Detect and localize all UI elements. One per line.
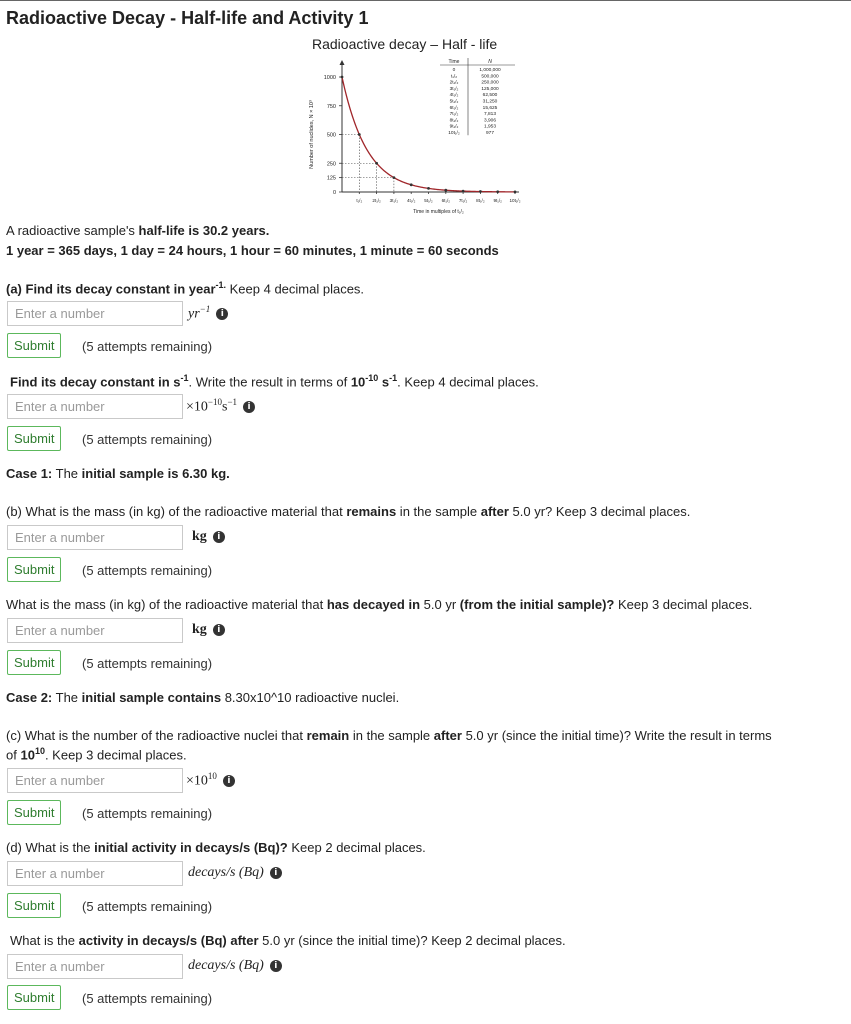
chart-table: [440, 58, 515, 136]
table-cell-time: 5t₁/₂: [449, 99, 459, 105]
attempts-b: (5 attempts remaining): [82, 563, 213, 578]
info-icon[interactable]: i: [270, 960, 282, 972]
submit-c-button[interactable]: Submit: [7, 800, 61, 825]
submit-d2-button[interactable]: Submit: [7, 985, 61, 1010]
info-icon[interactable]: i: [223, 775, 235, 787]
x-tick-label: 6t₁/₂: [441, 198, 451, 203]
table-cell-n: 7,813: [483, 112, 497, 118]
x-tick-label: 3t₁/₂: [389, 198, 399, 203]
table-cell-n: 3,906: [483, 118, 497, 124]
case-1: Case 1: The initial sample is 6.30 kg.: [6, 466, 230, 481]
y-tick-label: 0: [332, 190, 336, 196]
unit-d: decays/s (Bq) i: [188, 865, 282, 881]
table-cell-time: 6t₁/₂: [449, 105, 459, 111]
y-axis-label: Number of nuclides, N × 10³: [309, 100, 315, 169]
table-header-time: Time: [448, 59, 460, 65]
table-cell-n: 31,250: [482, 99, 498, 105]
table-cell-time: 2t₁/₂: [449, 80, 459, 86]
info-icon[interactable]: i: [216, 308, 228, 320]
data-point: [375, 162, 378, 165]
table-cell-time: 7t₁/₂: [449, 112, 459, 118]
data-point: [427, 187, 430, 190]
case-2: Case 2: The initial sample contains 8.30x10^10 radioactive nuclei.: [6, 690, 400, 705]
chart-title: Radioactive decay – Half - life: [312, 36, 498, 52]
submit-d-button[interactable]: Submit: [7, 893, 61, 918]
top-divider: [0, 0, 851, 1]
x-tick-label: 7t₁/₂: [458, 198, 468, 203]
info-icon[interactable]: i: [213, 624, 225, 636]
unit-b: kg i: [192, 529, 225, 545]
x-tick-label: 10t₁/₂: [509, 198, 521, 203]
question-a: (a) Find its decay constant in year$^{-1.}$ Keep 4 decimal places.: [6, 280, 365, 297]
x-tick-label: 9t₁/₂: [493, 198, 502, 203]
intro-units: 1 year = 365 days, 1 day = 24 hours, 1 hour = 60 minutes, 1 minute = 60 seconds: [6, 243, 499, 258]
page-title: Radioactive Decay - Half-life and Activity 1: [6, 8, 369, 28]
answer-d2-input[interactable]: [7, 954, 183, 979]
table-cell-time: 0: [452, 68, 456, 73]
info-icon[interactable]: i: [213, 531, 225, 543]
table-cell-time: 9t₁/₂: [449, 124, 459, 130]
submit-b2-button[interactable]: Submit: [7, 650, 61, 675]
attempts-a2: (5 attempts remaining): [82, 432, 213, 447]
table-cell-n: 125,000: [481, 86, 499, 92]
submit-a-button[interactable]: Submit: [7, 333, 61, 358]
attempts-c: (5 attempts remaining): [82, 806, 213, 821]
question-d: (d) What is the initial activity in decays/s (Bq)? Keep 2 decimal places.: [6, 840, 426, 855]
attempts-d2: (5 attempts remaining): [82, 991, 213, 1006]
table-cell-time: 8t₁/₂: [449, 118, 459, 124]
info-icon[interactable]: i: [270, 867, 282, 879]
x-axis-label: Time in multiples of t₁/₂: [413, 209, 464, 215]
data-point: [358, 133, 361, 136]
table-header-n: N: [488, 59, 492, 65]
attempts-a: (5 attempts remaining): [82, 339, 213, 354]
unit-c: $\times 10^{10}i$: [186, 771, 235, 790]
info-icon[interactable]: i: [243, 401, 255, 413]
x-tick-label: 4t₁/₂: [406, 198, 416, 203]
y-tick-label: 1000: [323, 75, 336, 81]
submit-b-button[interactable]: Submit: [7, 557, 61, 582]
unit-a: $yr^{-1}i$: [188, 304, 228, 323]
x-tick-label: 5t₁/₂: [424, 198, 433, 203]
table-cell-n: 15,625: [482, 105, 498, 111]
table-cell-time: 10t₁/₂: [448, 131, 460, 136]
unit-a2: $\times 10^{-10}s^{-1}i$: [186, 397, 255, 416]
table-cell-n: 62,500: [482, 93, 498, 99]
data-point: [393, 176, 396, 179]
question-d2: What is the activity in decays/s (Bq) after 5.0 yr (since the initial time)? Keep 2 decimal places.: [10, 933, 566, 948]
y-axis-arrow: [340, 60, 345, 65]
decay-chart: [300, 55, 540, 220]
y-tick-label: 250: [326, 161, 336, 168]
table-cell-n: 500,000: [481, 74, 499, 80]
table-cell-n: 1,953: [483, 124, 497, 130]
table-cell-n: 250,000: [481, 80, 499, 86]
attempts-b2: (5 attempts remaining): [82, 656, 213, 671]
question-a2: Find its decay constant in $s^{-1}$. Write the result in terms of $10^{-10}$ $s^{-1}$. Keep 4 decimal places.: [10, 373, 539, 390]
y-tick-label: 750: [326, 103, 336, 110]
answer-a-input[interactable]: [7, 301, 183, 326]
data-point: [444, 189, 447, 192]
table-cell-n: 1,000,000: [479, 68, 501, 73]
question-c-line2: of $10^{10}$. Keep 3 decimal places.: [6, 746, 187, 763]
answer-b-input[interactable]: [7, 525, 183, 550]
table-cell-time: t₁/₂: [450, 74, 458, 80]
question-b2: What is the mass (in kg) of the radioactive material that has decayed in 5.0 yr (from the initial sample)? Keep 3 decimal places.: [6, 597, 753, 612]
answer-d-input[interactable]: [7, 861, 183, 886]
intro-halflife: A radioactive sample's half-life is 30.2 years.: [6, 223, 270, 238]
x-tick-label: t₁/₂: [356, 198, 363, 203]
question-c: (c) What is the number of the radioactive nuclei that remain in the sample after 5.0 yr (since the initial time)? Write the result in terms: [6, 728, 772, 743]
table-cell-time: 3t₁/₂: [449, 86, 459, 92]
question-b: (b) What is the mass (in kg) of the radioactive material that remains in the sample after 5.0 yr? Keep 3 decimal places.: [6, 504, 691, 519]
table-cell-time: 4t₁/₂: [449, 93, 459, 99]
submit-a2-button[interactable]: Submit: [7, 426, 61, 451]
x-tick-label: 2t₁/₂: [372, 198, 381, 203]
chart-gridlines: [342, 135, 394, 193]
answer-c-input[interactable]: [7, 768, 183, 793]
unit-d2: decays/s (Bq) i: [188, 958, 282, 974]
y-tick-label: 125: [326, 175, 336, 182]
x-tick-label: 8t₁/₂: [476, 198, 485, 203]
answer-b2-input[interactable]: [7, 618, 183, 643]
y-tick-label: 500: [326, 132, 336, 139]
unit-b2: kg i: [192, 622, 225, 638]
answer-a2-input[interactable]: [7, 394, 183, 419]
attempts-d: (5 attempts remaining): [82, 899, 213, 914]
table-cell-n: 977: [485, 131, 495, 136]
data-point: [410, 183, 413, 186]
